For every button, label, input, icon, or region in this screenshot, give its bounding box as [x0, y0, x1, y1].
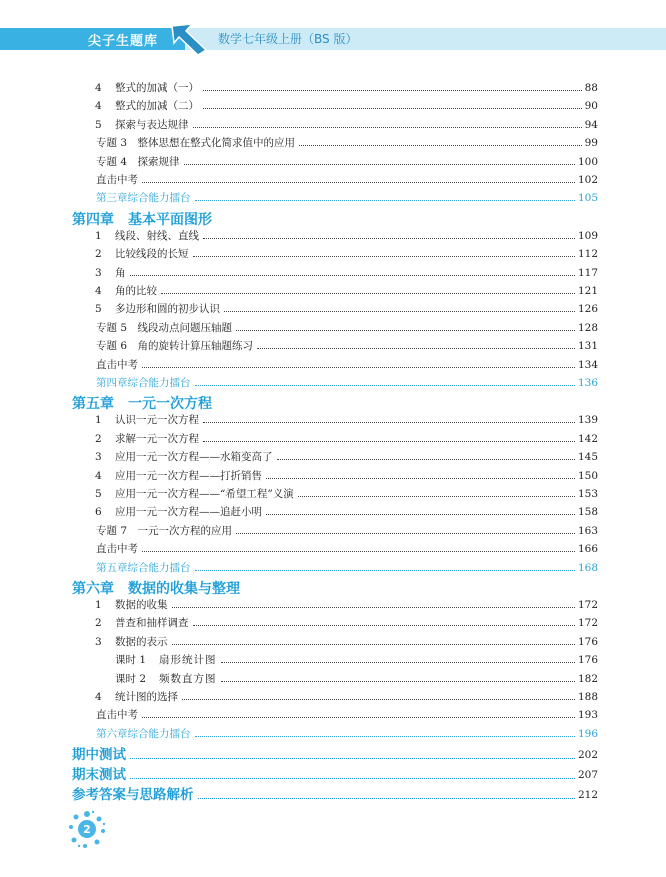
toc-entry-page: 142 — [577, 432, 598, 445]
toc-entry-label: 直击中考 — [96, 709, 138, 722]
toc-entry-label: 扇形统计图 — [159, 654, 217, 667]
toc-entry-page: 102 — [577, 174, 598, 186]
leader-dots — [266, 514, 575, 515]
toc-entry-number: 4 — [95, 469, 102, 482]
toc-entry[interactable] — [0, 503, 666, 521]
toc-entry[interactable] — [0, 264, 666, 282]
toc-entry-page: 99 — [584, 137, 598, 150]
toc-entry-label: 直击中考 — [96, 174, 138, 186]
leader-dots — [193, 127, 582, 128]
toc-entry[interactable] — [0, 430, 666, 448]
toc-entry-label: 应用一元一次方程——水箱变高了 — [115, 451, 273, 464]
toc-entry[interactable] — [0, 540, 666, 558]
toc-entry-number: 5 — [95, 488, 102, 500]
toc-entry-label: 第四章综合能力擂台 — [96, 377, 191, 389]
toc-entry[interactable] — [0, 706, 666, 724]
toc-entry-page: 172 — [577, 617, 598, 630]
toc-entry-page: 131 — [577, 340, 598, 353]
toc-entry-label: 直击中考 — [96, 358, 138, 371]
toc-entry-page: 109 — [577, 229, 598, 242]
chapter-heading[interactable]: 第四章 基本平面图形 — [72, 211, 212, 228]
leader-dots — [130, 758, 575, 759]
toc-entry-page: 94 — [584, 118, 598, 131]
toc-entry[interactable] — [0, 596, 666, 614]
toc-entry-number: 4 — [95, 691, 102, 703]
leader-dots — [221, 681, 575, 682]
toc-entry-number: 2 — [95, 248, 102, 261]
leader-dots — [172, 644, 575, 645]
toc-entry[interactable] — [0, 745, 666, 765]
arrow-up-left-icon — [168, 22, 210, 56]
toc-entry-page: 176 — [577, 654, 598, 667]
toc-entry-page: 90 — [584, 100, 598, 113]
toc-entry-number: 5 — [95, 118, 102, 131]
toc-entry-label: 角 — [115, 266, 126, 279]
toc-entry-number: 3 — [95, 451, 102, 464]
leader-dots — [257, 348, 575, 349]
leader-dots — [236, 533, 575, 534]
toc-entry-label: 专题 6 角的旋转计算压轴题练习 — [96, 340, 254, 353]
toc-entry-page: 117 — [577, 266, 598, 279]
leader-dots — [236, 330, 575, 331]
toc-entry-label: 第三章综合能力擂台 — [96, 192, 191, 205]
toc-entry-page: 168 — [577, 561, 598, 574]
toc-entry-label: 直击中考 — [96, 543, 138, 556]
toc-entry-number: 课时 1 — [115, 654, 147, 667]
toc-entry[interactable] — [0, 485, 666, 503]
toc-entry-page: 153 — [577, 488, 598, 500]
toc-entry-page: 212 — [577, 789, 598, 802]
toc-entry-page: 182 — [577, 672, 598, 685]
leader-dots — [266, 478, 575, 479]
toc-entry-label: 应用一元一次方程——“希望工程”义演 — [115, 488, 294, 500]
toc-entry-page: 88 — [584, 82, 598, 94]
toc-entry[interactable] — [0, 300, 666, 318]
toc-entry-number: 6 — [95, 506, 102, 519]
toc-entry-page: 188 — [577, 691, 598, 703]
toc-entry-page: 121 — [577, 285, 598, 297]
toc-entry-page: 126 — [577, 303, 598, 316]
leader-dots — [193, 625, 575, 626]
header-title: 数学七年级上册（BS 版） — [218, 32, 358, 46]
toc-entry-number: 课时 2 — [115, 672, 147, 685]
toc-entry[interactable] — [0, 97, 666, 115]
toc-entry-page: 158 — [577, 506, 598, 519]
toc-entry[interactable] — [0, 116, 666, 134]
leader-dots — [298, 496, 575, 497]
leader-dots — [142, 182, 575, 183]
toc-entry-number: 3 — [95, 635, 102, 648]
toc-entry[interactable] — [0, 765, 666, 785]
toc-entry-number: 1 — [95, 414, 102, 427]
toc-entry-label: 比较线段的长短 — [115, 248, 189, 261]
toc-entry-number: 5 — [95, 303, 102, 316]
toc-entry-page: 136 — [577, 377, 598, 389]
toc-entry[interactable] — [0, 282, 666, 300]
toc-entry-competition[interactable] — [0, 374, 666, 392]
toc-entry-page: 128 — [577, 321, 598, 334]
toc-entry-page: 193 — [577, 709, 598, 722]
toc-entry-label: 认识一元一次方程 — [115, 414, 199, 427]
toc-entry[interactable] — [0, 688, 666, 706]
leader-dots — [198, 798, 575, 799]
toc-entry-page: 100 — [577, 155, 598, 168]
toc-entry-label: 期中测试 — [72, 747, 126, 764]
toc-entry[interactable] — [0, 337, 666, 355]
leader-dots — [203, 422, 575, 423]
toc-entry[interactable] — [0, 319, 666, 337]
toc-entry-label: 期末测试 — [72, 767, 126, 784]
page-header — [0, 22, 666, 52]
toc-entry-label: 第六章综合能力擂台 — [96, 727, 191, 740]
toc-entry[interactable] — [0, 134, 666, 152]
toc-entry-number: 2 — [95, 617, 102, 630]
toc-entry-page: 145 — [577, 451, 598, 464]
toc-entry-page: 172 — [577, 599, 598, 611]
leader-dots — [221, 662, 575, 663]
toc-entry[interactable] — [0, 651, 666, 669]
toc-entry-number: 1 — [95, 599, 102, 611]
toc-entry-label: 普查和抽样调查 — [115, 617, 189, 630]
toc-entry-page: 176 — [577, 635, 598, 648]
toc-entry[interactable] — [0, 171, 666, 189]
toc-entry-competition[interactable] — [0, 559, 666, 577]
toc-entry-page: 166 — [577, 543, 598, 556]
leader-dots — [195, 200, 575, 201]
leader-dots — [193, 256, 575, 257]
toc-entry-competition[interactable] — [0, 725, 666, 743]
toc-entry-label: 参考答案与思路解析 — [72, 787, 194, 804]
toc-entry[interactable] — [0, 356, 666, 374]
toc-entry-page: 207 — [577, 769, 598, 782]
toc-entry-number: 3 — [95, 266, 102, 279]
toc-entry-label: 统计图的选择 — [115, 691, 178, 703]
chapter-heading[interactable]: 第六章 数据的收集与整理 — [72, 581, 240, 597]
toc-entry-label: 应用一元一次方程——追赶小明 — [115, 506, 262, 519]
toc-entry[interactable] — [0, 245, 666, 263]
toc-entry[interactable] — [0, 227, 666, 245]
leader-dots — [299, 145, 582, 146]
toc-entry-page: 150 — [577, 469, 598, 482]
toc-entry-label: 专题 3 整体思想在整式化简求值中的应用 — [96, 137, 296, 150]
leader-dots — [161, 293, 575, 294]
toc-entry-number: 4 — [95, 100, 102, 113]
toc-entry-page: 196 — [577, 727, 598, 740]
leader-dots — [142, 367, 575, 368]
toc-entry-number: 1 — [95, 229, 102, 242]
toc-entry-number: 2 — [95, 432, 102, 445]
toc-entry-label: 专题 5 线段动点问题压轴题 — [96, 321, 233, 334]
toc-entry-label: 专题 7 一元一次方程的应用 — [96, 524, 233, 537]
toc-entry[interactable] — [0, 79, 666, 97]
leader-dots — [195, 736, 575, 737]
toc-entry[interactable] — [0, 522, 666, 540]
toc-entry[interactable] — [0, 467, 666, 485]
toc-entry-page: 105 — [577, 192, 598, 205]
toc-entry-label: 数据的表示 — [115, 635, 168, 648]
toc-entry-label: 频数直方图 — [159, 672, 217, 685]
chapter-heading[interactable]: 第五章 一元一次方程 — [72, 396, 212, 413]
leader-dots — [184, 164, 575, 165]
toc-entry[interactable] — [0, 448, 666, 466]
leader-dots — [203, 238, 575, 239]
toc-entry-label: 第五章综合能力擂台 — [96, 561, 191, 574]
toc-entry[interactable] — [0, 411, 666, 429]
leader-dots — [203, 90, 582, 91]
leader-dots — [224, 311, 575, 312]
toc-entry-page: 202 — [577, 749, 598, 762]
toc-entry-competition[interactable] — [0, 189, 666, 207]
toc-entry-number: 4 — [95, 285, 102, 297]
toc-entry-label: 探索与表达规律 — [115, 118, 189, 131]
toc-entry-label: 数据的收集 — [115, 599, 168, 611]
toc-entry-label: 多边形和圆的初步认识 — [115, 303, 220, 316]
leader-dots — [195, 385, 575, 386]
leader-dots — [130, 275, 575, 276]
toc-entry[interactable] — [0, 153, 666, 171]
leader-dots — [172, 607, 575, 608]
starburst-icon — [66, 808, 108, 850]
toc-entry-label: 整式的加减（一） — [115, 82, 199, 94]
header-brand: 尖子生题库 — [88, 34, 159, 49]
toc-entry-label: 线段、射线、直线 — [115, 229, 199, 242]
leader-dots — [203, 108, 582, 109]
leader-dots — [195, 570, 575, 571]
leader-dots — [277, 459, 575, 460]
toc-entry-page: 112 — [577, 248, 598, 261]
leader-dots — [182, 699, 575, 700]
toc-entry-label: 角的比较 — [115, 285, 157, 297]
toc-entry[interactable] — [0, 785, 666, 805]
toc-entry[interactable] — [0, 633, 666, 651]
toc-entry-page: 139 — [577, 414, 598, 427]
toc-entry-page: 134 — [577, 358, 598, 371]
toc-entry-label: 专题 4 探索规律 — [96, 155, 180, 168]
leader-dots — [142, 717, 575, 718]
leader-dots — [203, 441, 575, 442]
toc-entry-label: 求解一元一次方程 — [115, 432, 199, 445]
page-number: 2 — [83, 823, 91, 836]
leader-dots — [130, 778, 575, 779]
toc-entry-label: 应用一元一次方程——打折销售 — [115, 469, 262, 482]
leader-dots — [142, 551, 575, 552]
toc-entry-number: 4 — [95, 82, 102, 94]
toc-entry[interactable] — [0, 670, 666, 688]
toc-entry[interactable] — [0, 614, 666, 632]
toc-entry-page: 163 — [577, 524, 598, 537]
toc-entry-label: 整式的加减（二） — [115, 100, 199, 113]
